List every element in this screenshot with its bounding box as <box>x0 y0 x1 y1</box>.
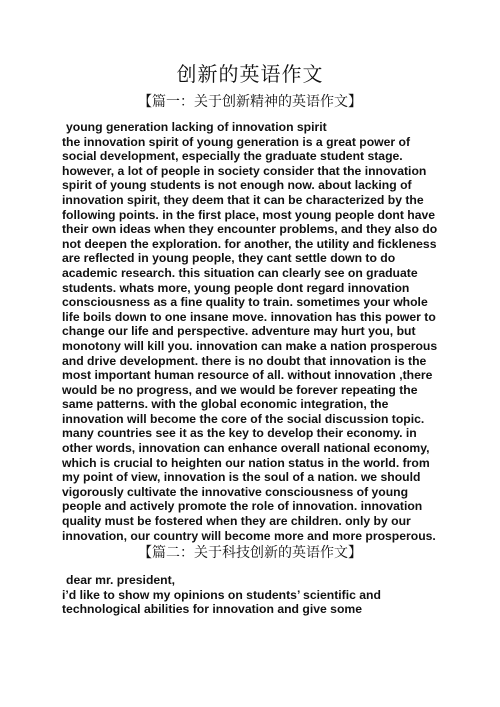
section-1-essay <box>60 120 440 543</box>
section-2-heading: 【篇二：关于科技创新的英语作文】 <box>138 545 362 562</box>
document-title: 创新的英语作文 <box>176 62 324 86</box>
section-1-subject: young generation lacking of innovation spirit <box>66 120 327 134</box>
section-1-body: the innovation spirit of young generation is a great power of social development, especially the graduate student stage. however, a lot of people in society consider that the innovation spirit of young students is not enough now. about lacking of innovation spirit, they deem that it can be characterized by the following points. in the first place, most young people dont have their own ideas when they encounter problems, and they also do not deepen the exploration. for another, the utility and fickleness are reflected in young people, they cant settle down to do academic research. this situation can clearly see on graduate students. whats more, young people dont regard innovation consciousness as a fine quality to train. sometimes your whole life boils down to one insane move. innovation has this power to change our life and perspective. adventure may hurt you, but monotony will kill you. innovation can make a nation prosperous and drive development. there is no doubt that innovation is the most important human resource of all. without innovation ,there would be no progress, and we would be forever repeating the same patterns. with the global economic integration, the innovation will become the core of the social discussion topic. many countries see it as the key to develop their economy. in other words, innovation can enhance overall national economy, which is crucial to heighten our nation status in the world. from my point of view, innovation is the soul of a nation. we should vigorously cultivate the innovative consciousness of young people and actively promote the role of innovation. innovation quality must be fostered when they are children. only by our innovation, our country will become more and more prosperous. <box>62 134 438 543</box>
section-2-salutation: dear mr. president, <box>66 573 176 588</box>
section-2-essay <box>60 573 440 617</box>
section-1-heading: 【篇一：关于创新精神的英语作文】 <box>138 94 362 110</box>
section-2-body: i’d like to show my opinions on students’ scientific and technological abilities for innovation and give some <box>62 587 381 617</box>
